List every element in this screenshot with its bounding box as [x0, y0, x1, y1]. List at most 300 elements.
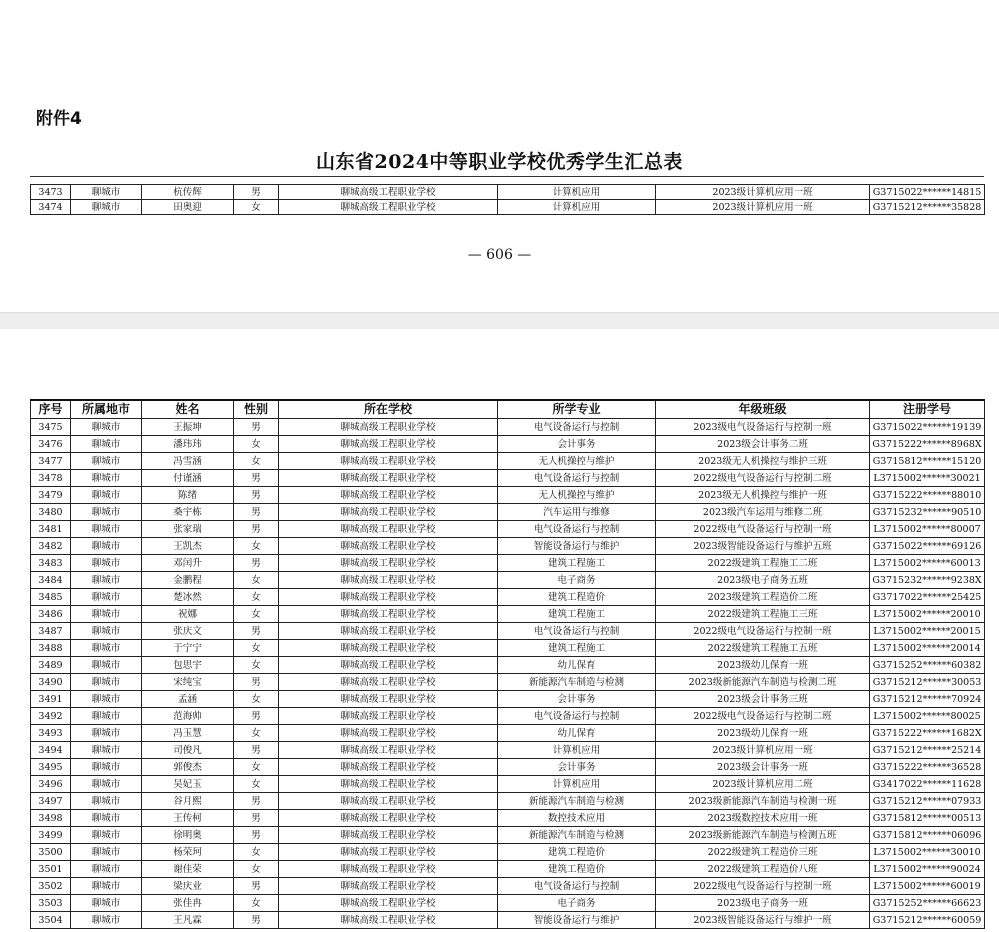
cell-student-id: G3715022******19139	[870, 419, 985, 436]
cell-gender: 男	[234, 810, 279, 827]
cell-major: 计算机应用	[498, 200, 656, 215]
cell-school: 聊城高级工程职业学校	[279, 878, 498, 895]
table-row	[31, 453, 985, 470]
cell-gender: 女	[234, 895, 279, 912]
header-major: 所学专业	[498, 400, 656, 419]
cell-index: 3503	[31, 895, 71, 912]
cell-student-id: G3715252******60382	[870, 657, 985, 674]
cell-class: 2023级幼儿保育一班	[656, 725, 870, 742]
cell-class: 2023级计算机应用二班	[656, 776, 870, 793]
cell-major: 电子商务	[498, 572, 656, 589]
cell-major: 会计事务	[498, 436, 656, 453]
cell-city: 聊城市	[71, 572, 142, 589]
cell-city: 聊城市	[71, 810, 142, 827]
cell-gender: 女	[234, 538, 279, 555]
cell-name: 冯玉慧	[142, 725, 234, 742]
cell-student-id: G3717022******25425	[870, 589, 985, 606]
cell-index: 3504	[31, 912, 71, 929]
cell-student-id: G3715222******36528	[870, 759, 985, 776]
cell-gender: 女	[234, 844, 279, 861]
cell-class: 2023级幼儿保育一班	[656, 657, 870, 674]
table-row	[31, 555, 985, 572]
cell-index: 3493	[31, 725, 71, 742]
table-row	[31, 572, 985, 589]
cell-school: 聊城高级工程职业学校	[279, 725, 498, 742]
cell-school: 聊城高级工程职业学校	[279, 436, 498, 453]
cell-major: 电气设备运行与控制	[498, 708, 656, 725]
cell-index: 3494	[31, 742, 71, 759]
cell-school: 聊城高级工程职业学校	[279, 776, 498, 793]
table-row	[31, 185, 985, 200]
cell-city: 聊城市	[71, 878, 142, 895]
cell-school: 聊城高级工程职业学校	[279, 657, 498, 674]
cell-school: 聊城高级工程职业学校	[279, 742, 498, 759]
cell-school: 聊城高级工程职业学校	[279, 487, 498, 504]
cell-major: 电气设备运行与控制	[498, 878, 656, 895]
header-class: 年级班级	[656, 400, 870, 419]
cell-name: 包思宇	[142, 657, 234, 674]
cell-city: 聊城市	[71, 589, 142, 606]
cell-gender: 女	[234, 691, 279, 708]
cell-major: 新能源汽车制造与检测	[498, 827, 656, 844]
cell-student-id: G3715212******60059	[870, 912, 985, 929]
cell-city: 聊城市	[71, 776, 142, 793]
cell-city: 聊城市	[71, 725, 142, 742]
cell-class: 2023级新能源汽车制造与检测五班	[656, 827, 870, 844]
cell-gender: 男	[234, 419, 279, 436]
table-header-row	[31, 400, 985, 419]
header-city: 所属地市	[71, 400, 142, 419]
header-gender: 性别	[234, 400, 279, 419]
cell-class: 2022级建筑工程造价八班	[656, 861, 870, 878]
table-row	[31, 742, 985, 759]
cell-city: 聊城市	[71, 623, 142, 640]
cell-school: 聊城高级工程职业学校	[279, 538, 498, 555]
table-row	[31, 827, 985, 844]
cell-name: 桑宇栋	[142, 504, 234, 521]
cell-city: 聊城市	[71, 674, 142, 691]
cell-gender: 女	[234, 640, 279, 657]
cell-school: 聊城高级工程职业学校	[279, 521, 498, 538]
cell-gender: 女	[234, 776, 279, 793]
cell-student-id: L3715002******80007	[870, 521, 985, 538]
cell-index: 3483	[31, 555, 71, 572]
cell-index: 3478	[31, 470, 71, 487]
cell-index: 3477	[31, 453, 71, 470]
table-row	[31, 470, 985, 487]
cell-city: 聊城市	[71, 606, 142, 623]
cell-school: 聊城高级工程职业学校	[279, 640, 498, 657]
cell-index: 3495	[31, 759, 71, 776]
cell-major: 建筑工程造价	[498, 861, 656, 878]
cell-student-id: G3417022******11628	[870, 776, 985, 793]
cell-class: 2023级会计事务一班	[656, 759, 870, 776]
cell-name: 司俊凡	[142, 742, 234, 759]
document-page-upper	[0, 0, 999, 312]
cell-school: 聊城高级工程职业学校	[279, 793, 498, 810]
cell-class: 2023级无人机操控与维护一班	[656, 487, 870, 504]
cell-gender: 女	[234, 759, 279, 776]
cell-index: 3500	[31, 844, 71, 861]
cell-index: 3481	[31, 521, 71, 538]
cell-student-id: G3715212******07933	[870, 793, 985, 810]
cell-index: 3482	[31, 538, 71, 555]
cell-student-id: G3715252******66623	[870, 895, 985, 912]
cell-name: 王振坤	[142, 419, 234, 436]
cell-name: 宋纯宝	[142, 674, 234, 691]
cell-student-id: G3715812******15120	[870, 453, 985, 470]
cell-name: 杭传辉	[142, 185, 234, 200]
cell-school: 聊城高级工程职业学校	[279, 572, 498, 589]
cell-index: 3485	[31, 589, 71, 606]
cell-major: 幼儿保育	[498, 657, 656, 674]
cell-class: 2023级新能源汽车制造与检测一班	[656, 793, 870, 810]
cell-name: 付谨涵	[142, 470, 234, 487]
cell-index: 3473	[31, 185, 71, 200]
cell-gender: 男	[234, 742, 279, 759]
cell-student-id: G3715022******14815	[870, 185, 985, 200]
document-page-lower	[0, 329, 999, 932]
table-row	[31, 504, 985, 521]
cell-city: 聊城市	[71, 185, 142, 200]
cell-name: 谷月熙	[142, 793, 234, 810]
cell-major: 建筑工程施工	[498, 606, 656, 623]
cell-student-id: G3715812******00513	[870, 810, 985, 827]
cell-index: 3487	[31, 623, 71, 640]
cell-student-id: G3715812******06096	[870, 827, 985, 844]
cell-student-id: G3715222******8968X	[870, 436, 985, 453]
cell-student-id: G3715222******88010	[870, 487, 985, 504]
cell-major: 计算机应用	[498, 742, 656, 759]
cell-gender: 男	[234, 521, 279, 538]
cell-city: 聊城市	[71, 504, 142, 521]
cell-class: 2023级智能设备运行与维护一班	[656, 912, 870, 929]
cell-class: 2023级数控技术应用一班	[656, 810, 870, 827]
cell-school: 聊城高级工程职业学校	[279, 895, 498, 912]
cell-student-id: L3715002******30010	[870, 844, 985, 861]
cell-school: 聊城高级工程职业学校	[279, 810, 498, 827]
cell-major: 计算机应用	[498, 185, 656, 200]
cell-gender: 女	[234, 606, 279, 623]
table-row	[31, 759, 985, 776]
cell-school: 聊城高级工程职业学校	[279, 555, 498, 572]
cell-school: 聊城高级工程职业学校	[279, 470, 498, 487]
cell-class: 2022级建筑工程造价三班	[656, 844, 870, 861]
table-row	[31, 674, 985, 691]
cell-name: 祝娜	[142, 606, 234, 623]
cell-student-id: G3715022******69126	[870, 538, 985, 555]
cell-city: 聊城市	[71, 640, 142, 657]
cell-school: 聊城高级工程职业学校	[279, 589, 498, 606]
table-row	[31, 708, 985, 725]
cell-class: 2022级建筑工程施工五班	[656, 640, 870, 657]
cell-gender: 男	[234, 878, 279, 895]
cell-gender: 男	[234, 555, 279, 572]
cell-student-id: G3715232******90510	[870, 504, 985, 521]
cell-name: 谢佳荣	[142, 861, 234, 878]
cell-name: 楚冰然	[142, 589, 234, 606]
cell-student-id: L3715002******20010	[870, 606, 985, 623]
cell-index: 3476	[31, 436, 71, 453]
cell-student-id: L3715002******80025	[870, 708, 985, 725]
cell-gender: 男	[234, 487, 279, 504]
cell-gender: 女	[234, 589, 279, 606]
cell-major: 会计事务	[498, 759, 656, 776]
students-table	[30, 399, 985, 929]
cell-class: 2022级电气设备运行与控制一班	[656, 623, 870, 640]
cell-name: 陈绪	[142, 487, 234, 504]
cell-gender: 男	[234, 623, 279, 640]
cell-student-id: G3715212******25214	[870, 742, 985, 759]
table-row	[31, 793, 985, 810]
cell-city: 聊城市	[71, 708, 142, 725]
cell-major: 建筑工程造价	[498, 844, 656, 861]
cell-name: 张家瑞	[142, 521, 234, 538]
cell-major: 数控技术应用	[498, 810, 656, 827]
cell-name: 郭俊杰	[142, 759, 234, 776]
cell-school: 聊城高级工程职业学校	[279, 691, 498, 708]
cell-student-id: G3715232******9238X	[870, 572, 985, 589]
cell-city: 聊城市	[71, 521, 142, 538]
cell-class: 2023级电气设备运行与控制一班	[656, 419, 870, 436]
cell-name: 王凯杰	[142, 538, 234, 555]
cell-school: 聊城高级工程职业学校	[279, 844, 498, 861]
cell-school: 聊城高级工程职业学校	[279, 185, 498, 200]
cell-city: 聊城市	[71, 759, 142, 776]
page-number: — 606 —	[467, 247, 532, 263]
cell-class: 2023级汽车运用与维修二班	[656, 504, 870, 521]
cell-name: 冯雪涵	[142, 453, 234, 470]
cell-index: 3496	[31, 776, 71, 793]
cell-name: 田奥迎	[142, 200, 234, 215]
cell-name: 金鹏程	[142, 572, 234, 589]
cell-city: 聊城市	[71, 827, 142, 844]
table-row	[31, 895, 985, 912]
cell-index: 3497	[31, 793, 71, 810]
cell-city: 聊城市	[71, 844, 142, 861]
cell-index: 3488	[31, 640, 71, 657]
cell-school: 聊城高级工程职业学校	[279, 912, 498, 929]
cell-major: 建筑工程造价	[498, 589, 656, 606]
cell-class: 2022级电气设备运行与控制二班	[656, 708, 870, 725]
cell-school: 聊城高级工程职业学校	[279, 827, 498, 844]
table-row	[31, 912, 985, 929]
cell-class: 2023级建筑工程造价二班	[656, 589, 870, 606]
table-row	[31, 776, 985, 793]
cell-index: 3501	[31, 861, 71, 878]
cell-index: 3489	[31, 657, 71, 674]
cell-city: 聊城市	[71, 657, 142, 674]
document-title: 山东省2024中等职业学校优秀学生汇总表	[316, 151, 683, 173]
cell-class: 2023级会计事务三班	[656, 691, 870, 708]
table-row	[31, 521, 985, 538]
cell-school: 聊城高级工程职业学校	[279, 419, 498, 436]
cell-gender: 男	[234, 674, 279, 691]
cell-gender: 男	[234, 470, 279, 487]
cell-city: 聊城市	[71, 200, 142, 215]
cell-class: 2023级会计事务二班	[656, 436, 870, 453]
cell-name: 吴妃玉	[142, 776, 234, 793]
cell-city: 聊城市	[71, 487, 142, 504]
table-fragment-top	[30, 184, 985, 215]
cell-student-id: L3715002******20014	[870, 640, 985, 657]
cell-class: 2023级计算机应用一班	[656, 742, 870, 759]
cell-class: 2023级新能源汽车制造与检测二班	[656, 674, 870, 691]
cell-index: 3490	[31, 674, 71, 691]
cell-class: 2023级电子商务五班	[656, 572, 870, 589]
cell-student-id: L3715002******20015	[870, 623, 985, 640]
cell-major: 电气设备运行与控制	[498, 521, 656, 538]
cell-name: 杨荣珂	[142, 844, 234, 861]
cell-school: 聊城高级工程职业学校	[279, 674, 498, 691]
cell-gender: 女	[234, 436, 279, 453]
cell-city: 聊城市	[71, 861, 142, 878]
cell-index: 3480	[31, 504, 71, 521]
table-row	[31, 589, 985, 606]
cell-index: 3498	[31, 810, 71, 827]
cell-name: 潘玮玮	[142, 436, 234, 453]
cell-index: 3475	[31, 419, 71, 436]
cell-student-id: L3715002******60013	[870, 555, 985, 572]
table-row	[31, 861, 985, 878]
cell-gender: 男	[234, 912, 279, 929]
cell-major: 电气设备运行与控制	[498, 470, 656, 487]
cell-gender: 女	[234, 200, 279, 215]
cell-student-id: G3715222******1682X	[870, 725, 985, 742]
cell-class: 2022级建筑工程施工二班	[656, 555, 870, 572]
cell-index: 3502	[31, 878, 71, 895]
cell-city: 聊城市	[71, 555, 142, 572]
cell-major: 汽车运用与维修	[498, 504, 656, 521]
cell-name: 王凡霖	[142, 912, 234, 929]
cell-class: 2023级电子商务一班	[656, 895, 870, 912]
cell-school: 聊城高级工程职业学校	[279, 759, 498, 776]
cell-major: 幼儿保育	[498, 725, 656, 742]
cell-major: 建筑工程施工	[498, 640, 656, 657]
cell-city: 聊城市	[71, 470, 142, 487]
cell-name: 梁庆业	[142, 878, 234, 895]
cell-gender: 男	[234, 827, 279, 844]
cell-major: 无人机操控与维护	[498, 487, 656, 504]
cell-class: 2023级无人机操控与维护三班	[656, 453, 870, 470]
cell-city: 聊城市	[71, 793, 142, 810]
cell-gender: 男	[234, 504, 279, 521]
cell-class: 2022级电气设备运行与控制一班	[656, 878, 870, 895]
cell-school: 聊城高级工程职业学校	[279, 861, 498, 878]
cell-index: 3486	[31, 606, 71, 623]
cell-major: 智能设备运行与维护	[498, 538, 656, 555]
page-separator	[0, 312, 999, 330]
cell-name: 于宁宁	[142, 640, 234, 657]
cell-major: 建筑工程施工	[498, 555, 656, 572]
table-row	[31, 810, 985, 827]
cell-school: 聊城高级工程职业学校	[279, 623, 498, 640]
cell-gender: 女	[234, 725, 279, 742]
table-row	[31, 200, 985, 215]
cell-index: 3491	[31, 691, 71, 708]
cell-student-id: L3715002******90024	[870, 861, 985, 878]
cell-index: 3474	[31, 200, 71, 215]
cell-city: 聊城市	[71, 691, 142, 708]
cell-class: 2022级建筑工程施工三班	[656, 606, 870, 623]
cell-index: 3479	[31, 487, 71, 504]
cell-city: 聊城市	[71, 895, 142, 912]
cell-city: 聊城市	[71, 419, 142, 436]
cell-school: 聊城高级工程职业学校	[279, 453, 498, 470]
cell-school: 聊城高级工程职业学校	[279, 606, 498, 623]
cell-index: 3499	[31, 827, 71, 844]
table-row	[31, 725, 985, 742]
cell-major: 新能源汽车制造与检测	[498, 674, 656, 691]
table-row	[31, 538, 985, 555]
cell-major: 电气设备运行与控制	[498, 419, 656, 436]
cell-gender: 女	[234, 657, 279, 674]
cell-name: 王传柯	[142, 810, 234, 827]
attachment-label: 附件4	[36, 109, 82, 129]
cell-major: 电气设备运行与控制	[498, 623, 656, 640]
cell-class: 2023级智能设备运行与维护五班	[656, 538, 870, 555]
cell-student-id: G3715212******35828	[870, 200, 985, 215]
header-name: 姓名	[142, 400, 234, 419]
header-school: 所在学校	[279, 400, 498, 419]
table-row	[31, 878, 985, 895]
cell-name: 张佳冉	[142, 895, 234, 912]
table-row	[31, 487, 985, 504]
cell-major: 会计事务	[498, 691, 656, 708]
cell-major: 新能源汽车制造与检测	[498, 793, 656, 810]
header-student-id: 注册学号	[870, 400, 985, 419]
header-index: 序号	[31, 400, 71, 419]
cell-name: 张庆文	[142, 623, 234, 640]
table-row	[31, 606, 985, 623]
table-row	[31, 691, 985, 708]
cell-class: 2023级计算机应用一班	[656, 200, 870, 215]
cell-gender: 男	[234, 793, 279, 810]
cell-city: 聊城市	[71, 538, 142, 555]
cell-class: 2023级计算机应用一班	[656, 185, 870, 200]
table-row	[31, 844, 985, 861]
cell-class: 2022级电气设备运行与控制二班	[656, 470, 870, 487]
cell-student-id: G3715212******70924	[870, 691, 985, 708]
cell-city: 聊城市	[71, 436, 142, 453]
table-row	[31, 640, 985, 657]
table-row	[31, 419, 985, 436]
cell-major: 智能设备运行与维护	[498, 912, 656, 929]
cell-gender: 男	[234, 708, 279, 725]
cell-student-id: G3715212******30053	[870, 674, 985, 691]
cell-major: 电子商务	[498, 895, 656, 912]
cell-name: 范海帅	[142, 708, 234, 725]
cell-school: 聊城高级工程职业学校	[279, 200, 498, 215]
cell-gender: 女	[234, 861, 279, 878]
cell-city: 聊城市	[71, 453, 142, 470]
cell-major: 计算机应用	[498, 776, 656, 793]
cell-gender: 女	[234, 453, 279, 470]
cell-class: 2022级电气设备运行与控制一班	[656, 521, 870, 538]
cell-city: 聊城市	[71, 912, 142, 929]
cell-name: 孟涵	[142, 691, 234, 708]
cell-major: 无人机操控与维护	[498, 453, 656, 470]
cell-school: 聊城高级工程职业学校	[279, 504, 498, 521]
cell-index: 3484	[31, 572, 71, 589]
cell-student-id: L3715002******30021	[870, 470, 985, 487]
cell-gender: 女	[234, 572, 279, 589]
cell-gender: 男	[234, 185, 279, 200]
table-row	[31, 436, 985, 453]
cell-student-id: L3715002******60019	[870, 878, 985, 895]
cell-index: 3492	[31, 708, 71, 725]
table-row	[31, 657, 985, 674]
